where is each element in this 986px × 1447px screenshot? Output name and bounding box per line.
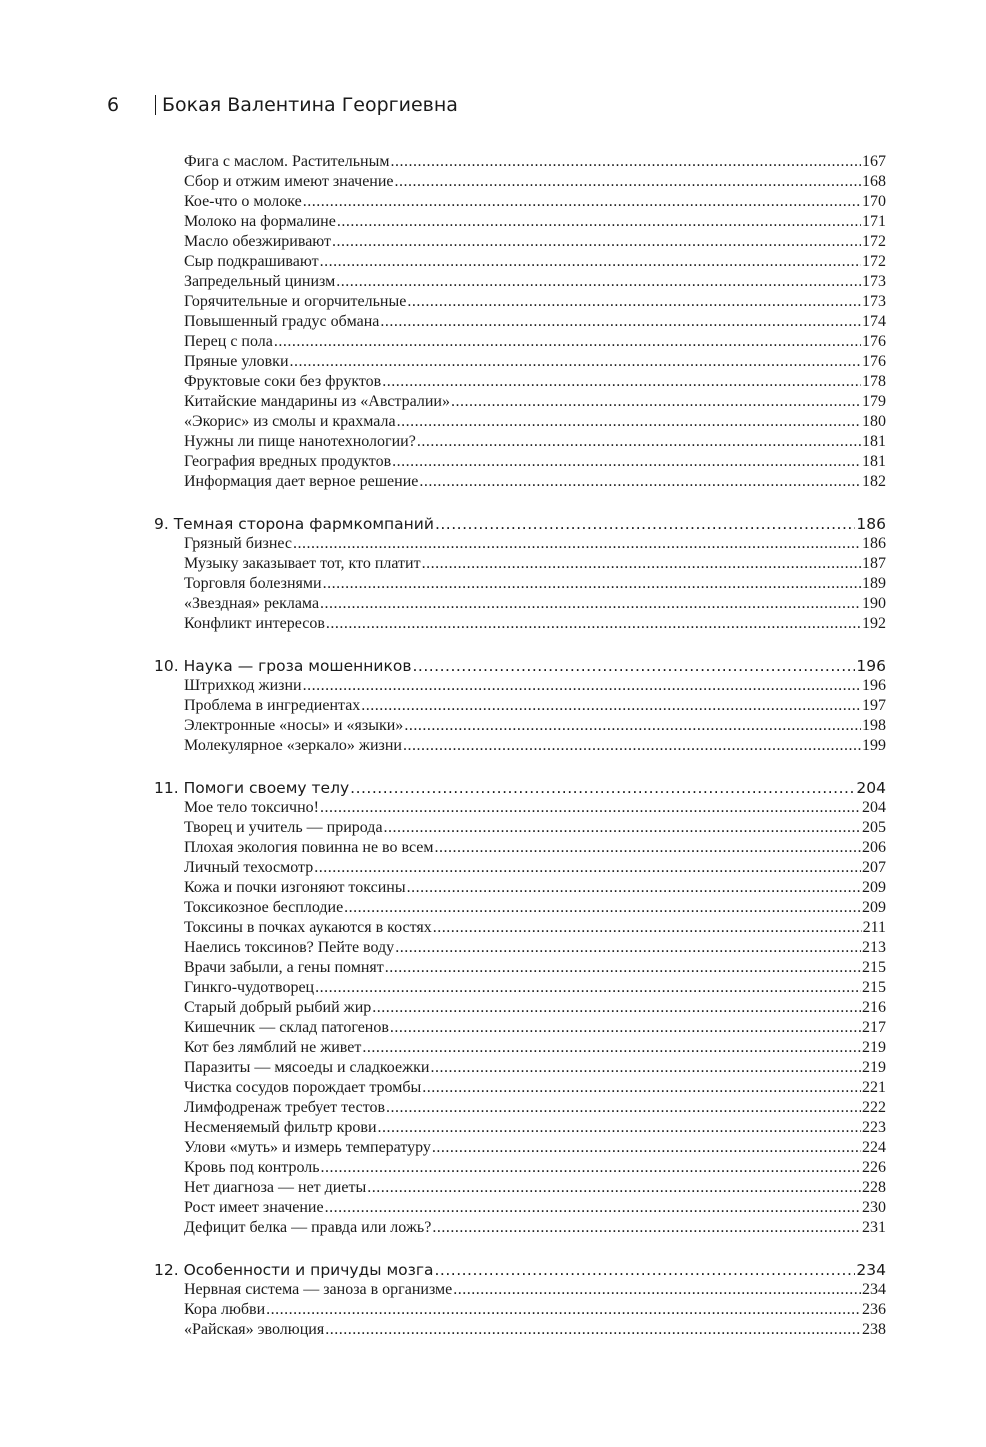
- toc-entry: [154, 272, 886, 292]
- entry-title: Конфликт интересов: [184, 615, 325, 632]
- entry-title: Кора любви: [184, 1301, 266, 1318]
- page-ref: 180: [862, 413, 886, 430]
- entry-title: Мое тело токсично!: [184, 799, 319, 816]
- page-ref: 221: [862, 1079, 886, 1096]
- page-number: 6: [107, 94, 120, 116]
- toc-entry: [154, 554, 886, 574]
- dot-leader: [320, 252, 861, 272]
- toc-entry: [154, 252, 886, 272]
- page-ref: 173: [862, 293, 886, 310]
- toc-entry: [154, 332, 886, 352]
- header-divider: [155, 95, 156, 115]
- page-ref: 171: [862, 213, 886, 230]
- dot-leader: [344, 898, 861, 918]
- toc-entry: [154, 432, 886, 452]
- dot-leader: [274, 332, 861, 352]
- page-ref: 204: [856, 779, 886, 797]
- page-ref: 196: [862, 677, 886, 694]
- toc-entry: [154, 534, 886, 554]
- dot-leader: [332, 232, 861, 252]
- toc-entry: [154, 292, 886, 312]
- toc-entry: [154, 312, 886, 332]
- dot-leader: [422, 554, 861, 574]
- dot-leader: [395, 938, 861, 958]
- page-ref: 230: [862, 1199, 886, 1216]
- page-ref: 174: [862, 313, 886, 330]
- page-ref: 172: [862, 233, 886, 250]
- dot-leader: [323, 574, 861, 594]
- page-ref: 181: [862, 453, 886, 470]
- toc-entry: [154, 818, 886, 838]
- toc-entry: [154, 352, 886, 372]
- page-ref: 213: [862, 939, 886, 956]
- entry-title: Врачи забыли, а гены помнят: [184, 959, 384, 976]
- entry-title: Нужны ли пище нанотехнологии?: [184, 433, 416, 450]
- entry-title: Кот без лямблий не живет: [184, 1039, 362, 1056]
- dot-leader: [385, 958, 861, 978]
- dot-leader: [419, 472, 861, 492]
- dot-leader: [325, 1198, 861, 1218]
- toc-entry: [154, 392, 886, 412]
- entry-title: Проблема в ингредиентах: [184, 697, 361, 714]
- table-of-contents: [154, 152, 886, 1340]
- page-ref: 168: [862, 173, 886, 190]
- running-head: [107, 92, 458, 118]
- page-ref: 226: [862, 1159, 886, 1176]
- page-ref: 205: [862, 819, 886, 836]
- page-ref: 206: [862, 839, 886, 856]
- entry-title: Чистка сосудов порождает тромбы: [184, 1079, 422, 1096]
- toc-entry: [154, 978, 886, 998]
- page-ref: 211: [862, 919, 886, 936]
- toc-entry: [154, 1178, 886, 1198]
- dot-leader: [412, 656, 855, 676]
- dot-leader: [361, 696, 861, 716]
- dot-leader: [390, 1018, 861, 1038]
- entry-title: Горячительные и огорчительные: [184, 293, 407, 310]
- entry-title: География вредных продуктов: [184, 453, 392, 470]
- toc-entry: [154, 1320, 886, 1340]
- toc-entry: [154, 898, 886, 918]
- entry-title: Фига с маслом. Растительным: [184, 153, 390, 170]
- toc-entry: [154, 858, 886, 878]
- toc-entry: [154, 1078, 886, 1098]
- toc-entry: [154, 212, 886, 232]
- toc-entry: [154, 938, 886, 958]
- page-ref: 228: [862, 1179, 886, 1196]
- dot-leader: [435, 1260, 856, 1280]
- dot-leader: [397, 412, 861, 432]
- toc-entry: [154, 1058, 886, 1078]
- entry-title: Творец и учитель — природа: [184, 819, 383, 836]
- dot-leader: [432, 1218, 861, 1238]
- entry-title: «Экорис» из смолы и крахмала: [184, 413, 396, 430]
- page-ref: 190: [862, 595, 886, 612]
- entry-title: Кровь под контроль: [184, 1159, 320, 1176]
- toc-entry: [154, 594, 886, 614]
- page-ref: 224: [862, 1139, 886, 1156]
- dot-leader: [404, 716, 861, 736]
- entry-title: Грязный бизнес: [184, 535, 292, 552]
- dot-leader: [390, 152, 861, 172]
- dot-leader: [422, 1078, 861, 1098]
- toc-chapter: [154, 1260, 886, 1280]
- toc-entry: [154, 452, 886, 472]
- page-ref: 215: [862, 959, 886, 976]
- entry-title: Штрихкод жизни: [184, 677, 302, 694]
- toc-entry: [154, 1280, 886, 1300]
- dot-leader: [433, 918, 862, 938]
- toc-chapter: [154, 778, 886, 798]
- toc-entry: [154, 172, 886, 192]
- running-title: Бокая Валентина Георгиевна: [162, 94, 458, 116]
- chapter-title: 10. Наука — гроза мошенников: [154, 657, 412, 675]
- entry-title: Молекулярное «зеркало» жизни: [184, 737, 402, 754]
- page-ref: 176: [862, 333, 886, 350]
- entry-title: Китайские мандарины из «Австралии»: [184, 393, 450, 410]
- toc-entry: [154, 798, 886, 818]
- page-ref: 178: [862, 373, 886, 390]
- entry-title: Масло обезжиривают: [184, 233, 332, 250]
- dot-leader: [367, 1178, 861, 1198]
- dot-leader: [417, 432, 861, 452]
- dot-leader: [303, 676, 861, 696]
- dot-leader: [372, 998, 861, 1018]
- entry-title: Паразиты — мясоеды и сладкоежки: [184, 1059, 430, 1076]
- page-ref: 197: [862, 697, 886, 714]
- page-ref: 198: [862, 717, 886, 734]
- dot-leader: [293, 534, 861, 554]
- entry-title: Сыр подкрашивают: [184, 253, 319, 270]
- page-ref: 186: [856, 515, 886, 533]
- page-ref: 217: [862, 1019, 886, 1036]
- dot-leader: [403, 736, 861, 756]
- toc-entry: [154, 232, 886, 252]
- page-ref: 182: [862, 473, 886, 490]
- toc-entry: [154, 1300, 886, 1320]
- entry-title: Нет диагноза — нет диеты: [184, 1179, 367, 1196]
- dot-leader: [386, 1098, 861, 1118]
- toc-chapter: [154, 656, 886, 676]
- page-ref: 181: [862, 433, 886, 450]
- entry-title: Музыку заказывает тот, кто платит: [184, 555, 421, 572]
- entry-title: Несменяемый фильтр крови: [184, 1119, 377, 1136]
- toc-entry: [154, 838, 886, 858]
- toc-entry: [154, 1118, 886, 1138]
- page-ref: 196: [856, 657, 886, 675]
- entry-title: Гинкго-чудотворец: [184, 979, 315, 996]
- entry-title: Улови «муть» и измерь температуру: [184, 1139, 431, 1156]
- entry-title: Наелись токсинов? Пейте воду: [184, 939, 395, 956]
- entry-title: Токсины в почках аукаются в костях: [184, 919, 432, 936]
- page-ref: 199: [862, 737, 886, 754]
- entry-title: Фруктовые соки без фруктов: [184, 373, 382, 390]
- dot-leader: [326, 614, 861, 634]
- toc-entry: [154, 918, 886, 938]
- dot-leader: [430, 1058, 861, 1078]
- toc-entry: [154, 716, 886, 736]
- page-ref: 179: [862, 393, 886, 410]
- entry-title: Дефицит белка — правда или ложь?: [184, 1219, 432, 1236]
- toc-entry: [154, 1218, 886, 1238]
- dot-leader: [384, 818, 861, 838]
- entry-title: Запредельный цинизм: [184, 273, 336, 290]
- page-ref: 167: [862, 153, 886, 170]
- page-ref: 238: [862, 1321, 886, 1338]
- dot-leader: [314, 858, 861, 878]
- entry-title: Плохая экология повинна не во всем: [184, 839, 434, 856]
- toc-entry: [154, 192, 886, 212]
- entry-title: Рост имеет значение: [184, 1199, 324, 1216]
- entry-title: Перец с пола: [184, 333, 273, 350]
- toc-entry: [154, 412, 886, 432]
- dot-leader: [453, 1280, 861, 1300]
- page-ref: 236: [862, 1301, 886, 1318]
- entry-title: Кишечник — склад патогенов: [184, 1019, 389, 1036]
- toc-chapter: [154, 514, 886, 534]
- dot-leader: [337, 212, 861, 232]
- page-ref: 192: [862, 615, 886, 632]
- toc-entry: [154, 1098, 886, 1118]
- chapter-title: 12. Особенности и причуды мозга: [154, 1261, 434, 1279]
- entry-title: Лимфодренаж требует тестов: [184, 1099, 386, 1116]
- dot-leader: [325, 1320, 861, 1340]
- page-ref: 173: [862, 273, 886, 290]
- toc-entry: [154, 574, 886, 594]
- dot-leader: [362, 1038, 861, 1058]
- chapter-title: 11. Помоги своему телу: [154, 779, 350, 797]
- page-ref: 172: [862, 253, 886, 270]
- page-ref: 176: [862, 353, 886, 370]
- dot-leader: [315, 978, 861, 998]
- toc-entry: [154, 1198, 886, 1218]
- dot-leader: [380, 312, 861, 332]
- page-ref: 207: [862, 859, 886, 876]
- entry-title: Кожа и почки изгоняют токсины: [184, 879, 406, 896]
- toc-entry: [154, 614, 886, 634]
- entry-title: Кое-что о молоке: [184, 193, 302, 210]
- dot-leader: [451, 392, 861, 412]
- dot-leader: [407, 292, 861, 312]
- dot-leader: [290, 352, 862, 372]
- toc-entry: [154, 676, 886, 696]
- dot-leader: [320, 594, 861, 614]
- page-ref: 231: [862, 1219, 886, 1236]
- entry-title: Сбор и отжим имеют значение: [184, 173, 394, 190]
- toc-entry: [154, 958, 886, 978]
- entry-title: «Райская» эволюция: [184, 1321, 325, 1338]
- toc-entry: [154, 998, 886, 1018]
- page-ref: 219: [862, 1039, 886, 1056]
- dot-leader: [303, 192, 861, 212]
- entry-title: Личный техосмотр: [184, 859, 314, 876]
- dot-leader: [434, 838, 861, 858]
- dot-leader: [350, 778, 855, 798]
- dot-leader: [435, 514, 855, 534]
- page-ref: 234: [862, 1281, 886, 1298]
- entry-title: Молоко на формалине: [184, 213, 336, 230]
- entry-title: Токсикозное бесплодие: [184, 899, 344, 916]
- chapter-title: 9. Темная сторона фармкомпаний: [154, 515, 434, 533]
- page-ref: 216: [862, 999, 886, 1016]
- dot-leader: [432, 1138, 861, 1158]
- toc-entry: [154, 152, 886, 172]
- page-ref: 187: [862, 555, 886, 572]
- entry-title: Торговля болезнями: [184, 575, 322, 592]
- page-ref: 209: [862, 879, 886, 896]
- page-ref: 219: [862, 1059, 886, 1076]
- page-ref: 209: [862, 899, 886, 916]
- page-ref: 234: [856, 1261, 886, 1279]
- entry-title: «Звездная» реклама: [184, 595, 320, 612]
- entry-title: Электронные «носы» и «языки»: [184, 717, 404, 734]
- toc-entry: [154, 1038, 886, 1058]
- dot-leader: [320, 798, 861, 818]
- entry-title: Информация дает верное решение: [184, 473, 419, 490]
- toc-entry: [154, 372, 886, 392]
- page-ref: 215: [862, 979, 886, 996]
- entry-title: Пряные уловки: [184, 353, 289, 370]
- entry-title: Нервная система — заноза в организме: [184, 1281, 453, 1298]
- page-ref: 186: [862, 535, 886, 552]
- toc-entry: [154, 1138, 886, 1158]
- toc-entry: [154, 1018, 886, 1038]
- dot-leader: [336, 272, 861, 292]
- page-ref: 204: [862, 799, 886, 816]
- toc-entry: [154, 472, 886, 492]
- dot-leader: [382, 372, 861, 392]
- dot-leader: [266, 1300, 861, 1320]
- entry-title: Повышенный градус обмана: [184, 313, 380, 330]
- page-ref: 222: [862, 1099, 886, 1116]
- page-ref: 223: [862, 1119, 886, 1136]
- toc-entry: [154, 736, 886, 756]
- toc-entry: [154, 878, 886, 898]
- toc-entry: [154, 696, 886, 716]
- toc-entry: [154, 1158, 886, 1178]
- dot-leader: [392, 452, 861, 472]
- dot-leader: [407, 878, 861, 898]
- entry-title: Старый добрый рыбий жир: [184, 999, 372, 1016]
- dot-leader: [395, 172, 861, 192]
- dot-leader: [321, 1158, 861, 1178]
- page-ref: 170: [862, 193, 886, 210]
- dot-leader: [378, 1118, 861, 1138]
- page-ref: 189: [862, 575, 886, 592]
